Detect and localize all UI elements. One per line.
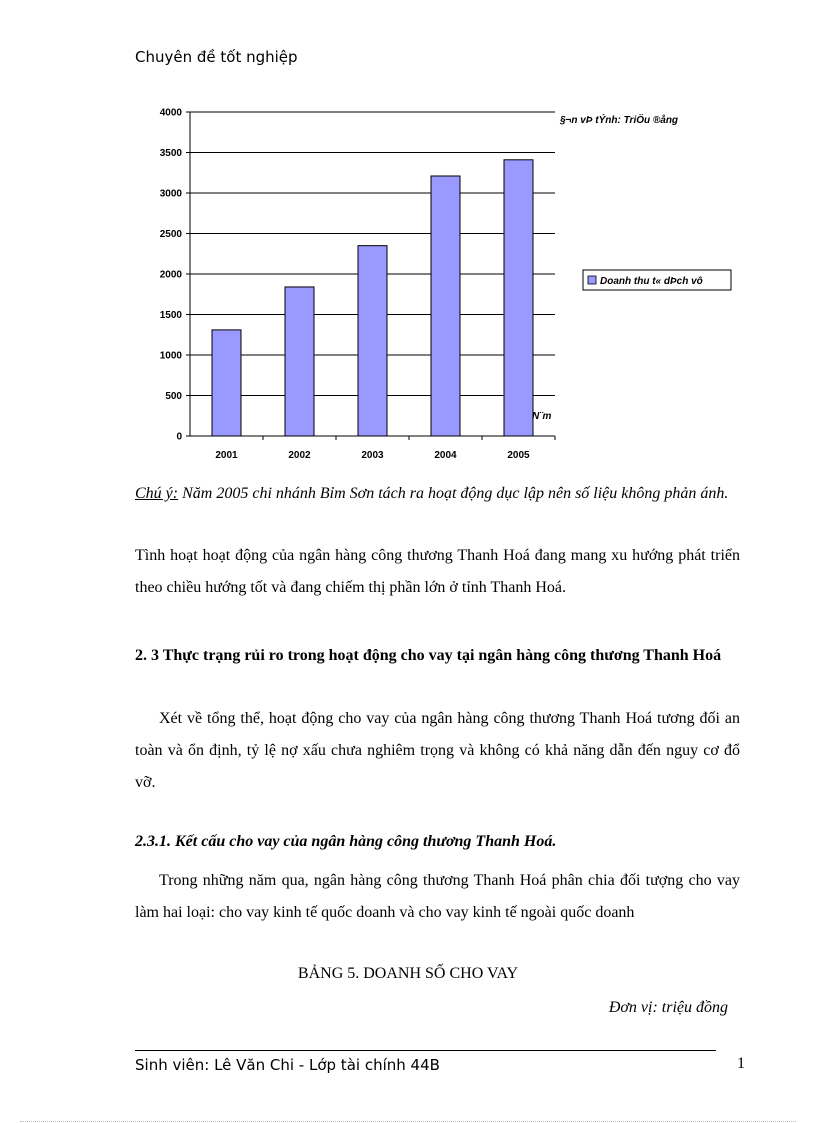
y-tick-label-4: 2000 [159,269,182,281]
footer-divider [135,1050,716,1051]
chart-bars [212,160,533,436]
x-tick-label-2004: 2004 [434,450,457,461]
section-heading-2-3-1: 2.3.1. Kết cấu cho vay của ngân hàng công thương Thanh Hoá. [135,833,557,850]
bar-2005 [504,160,533,436]
paragraph-1: Tình hoạt hoạt động của ngân hàng công thương Thanh Hoá đang mang xu hướng phát triển theo chiều hướng tốt và đang chiếm thị phần lớn ở tỉnh Thanh Hoá. [135,547,740,596]
y-tick-label-1: 500 [165,391,182,402]
paragraph-2: Xét về tổng thể, hoạt động cho vay của ngân hàng công thương Thanh Hoá tương đối an toàn và ổn định, tỷ lệ nợ xấu chưa nghiêm trọng và không có khả năng dẫn đến nguy cơ đổ vỡ. [135,710,740,791]
bar-2004 [431,176,460,436]
chart-legend [583,270,731,290]
page-bottom-border [20,1121,796,1122]
page-number: 1 [737,1055,745,1072]
x-axis-label: N¨m [532,411,552,422]
section-heading-2-3: 2. 3 Thực trạng rủi ro trong hoạt động cho vay tại ngân hàng công thương Thanh Hoá [135,647,722,664]
unit-label-text: Đơn vị: triệu đồng [608,999,728,1016]
y-tick-label-7: 3500 [159,148,182,159]
bar-2003 [358,246,387,436]
bar-2002 [285,287,314,436]
y-tick-label-5: 2500 [159,229,182,240]
document-header: Chuyên đề tốt nghiệp [135,48,298,66]
revenue-bar-chart [140,98,740,473]
bar-2001 [212,330,241,436]
legend-label: Doanh thu t« dÞch vô [600,276,703,287]
x-axis-ticks [215,436,555,461]
table-title: BẢNG 5. DOANH SỐ CHO VAY [297,965,519,982]
y-axis-ticks [160,108,190,443]
y-tick-label-3: 1500 [159,310,182,321]
x-tick-label-2003: 2003 [361,450,384,461]
legend-swatch [588,276,596,284]
paragraph-3: Trong những năm qua, ngân hàng công thương Thanh Hoá phân chia đối tượng cho vay làm hai loại: cho vay kinh tế quốc doanh và cho vay kinh tế ngoài quốc doanh [135,872,740,921]
note-text: Năm 2005 chi nhánh Bỉm Sơn tách ra hoạt động dục lập nên số liệu không phản ánh. [178,485,729,502]
y-tick-label-0: 0 [176,431,182,443]
note-label: Chú ý: [135,485,179,502]
x-tick-label-2005: 2005 [507,450,530,461]
y-tick-label-6: 3000 [159,188,182,200]
y-tick-label-8: 4000 [159,107,182,119]
x-tick-label-2001: 2001 [215,450,238,461]
chart-note [135,481,740,507]
x-tick-label-2002: 2002 [288,450,311,461]
unit-label: §¬n vÞ tÝnh: TriÖu ®ång [560,115,679,126]
y-tick-label-2: 1000 [159,350,182,362]
footer-text: Sinh viên: Lê Văn Chi - Lớp tài chính 44B [135,1056,440,1074]
